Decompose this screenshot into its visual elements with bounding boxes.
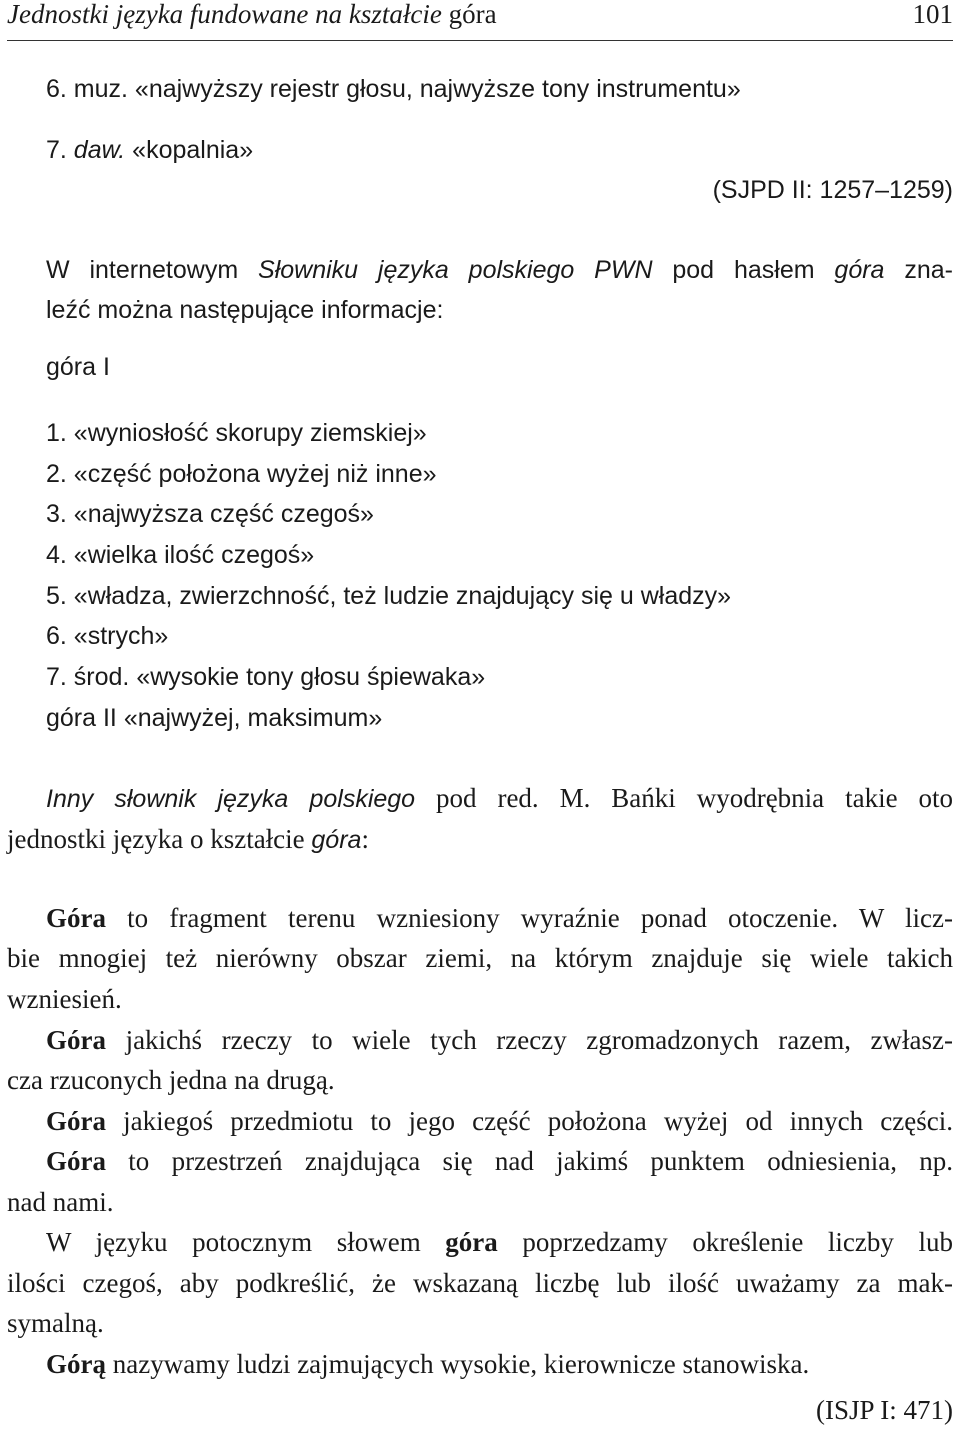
isjp-def-text: jakiegoś przedmiotu to jego część położona wyżej od innych części. bbox=[106, 1106, 953, 1136]
isjp-intro-text: : bbox=[361, 824, 369, 854]
sjpd-sense-6: 6. muz. «najwyższy rejestr głosu, najwyższe tony instrumentu» bbox=[46, 75, 741, 103]
isjp-def-text: jakichś rzeczy to wiele tych rzeczy zgromadzonych razem, zwłasz- bbox=[106, 1025, 953, 1055]
pwn-sense-2: 2. «część położona wyżej niż inne» bbox=[46, 460, 437, 488]
pwn-intro-line-1 bbox=[46, 250, 953, 291]
running-title-word: góra bbox=[448, 0, 497, 29]
isjp-def-2-line-2: cza rzuconych jedna na drugą. bbox=[7, 1065, 335, 1095]
isjp-def-text: poprzedzamy określenie liczby lub bbox=[497, 1227, 953, 1257]
sjpd-source: (SJPD II: 1257–1259) bbox=[712, 176, 953, 204]
isjp-headword: Góra bbox=[46, 1146, 106, 1176]
isjp-intro-word: góra bbox=[311, 826, 362, 854]
pwn-sense-4: 4. «wielka ilość czegoś» bbox=[46, 541, 315, 569]
isjp-source: (ISJP I: 471) bbox=[815, 1395, 953, 1425]
isjp-def-text: to przestrzeń znajdująca się nad jakimś punktem odniesienia, np. bbox=[106, 1146, 953, 1176]
pwn-intro-text: W internetowym bbox=[46, 256, 259, 284]
isjp-def-1-line-3: wzniesień. bbox=[7, 984, 122, 1014]
isjp-def-2-line-1 bbox=[46, 1020, 953, 1061]
pwn-dictionary-title: Słowniku języka polskiego PWN bbox=[258, 256, 653, 284]
page-number: 101 bbox=[912, 0, 953, 29]
isjp-headword: Góra bbox=[46, 1025, 106, 1055]
running-title bbox=[7, 0, 497, 35]
isjp-intro-line-2 bbox=[7, 819, 369, 861]
isjp-dictionary-title: Inny słownik języka polskiego bbox=[46, 785, 416, 813]
header-rule bbox=[7, 40, 953, 41]
pwn-intro-text: zna- bbox=[884, 256, 953, 284]
pwn-sense-7: 7. środ. «wysokie tony głosu śpiewaka» bbox=[46, 663, 486, 691]
isjp-def-3-line-1 bbox=[46, 1101, 953, 1142]
pwn-intro-text: pod hasłem bbox=[652, 256, 835, 284]
pwn-sense-1: 1. «wyniosłość skorupy ziemskiej» bbox=[46, 419, 427, 447]
pwn-sense-6: 6. «strych» bbox=[46, 622, 169, 650]
pwn-intro-line-2: leźć można następujące informacje: bbox=[46, 296, 444, 324]
isjp-headword: Górą bbox=[46, 1349, 106, 1379]
isjp-def-1-line-1 bbox=[46, 898, 953, 939]
pwn-headword-1: góra I bbox=[46, 353, 110, 381]
pwn-sense-3: 3. «najwyższa część czegoś» bbox=[46, 500, 374, 528]
isjp-headword: góra bbox=[445, 1227, 498, 1257]
isjp-def-text: W języku potocznym słowem bbox=[46, 1227, 446, 1257]
running-header bbox=[7, 0, 953, 34]
isjp-def-6-line-1 bbox=[46, 1344, 809, 1385]
sjpd-sense-7 bbox=[46, 130, 253, 171]
sjpd-sense-7-text: «kopalnia» bbox=[125, 136, 254, 164]
isjp-intro-text: pod red. M. Bańki wyodrębnia takie oto bbox=[415, 783, 953, 813]
running-title-text: Jednostki języka fundowane na kształcie bbox=[7, 0, 449, 29]
pwn-sense-5: 5. «władza, zwierzchność, też ludzie znajdujący się u władzy» bbox=[46, 582, 732, 610]
isjp-def-text: nazywamy ludzi zajmujących wysokie, kierownicze stanowiska. bbox=[106, 1349, 810, 1379]
isjp-intro-text: jednostki języka o kształcie bbox=[7, 824, 312, 854]
isjp-intro-line-1 bbox=[46, 778, 953, 820]
isjp-def-4-line-2: nad nami. bbox=[7, 1187, 114, 1217]
isjp-def-text: to fragment terenu wzniesiony wyraźnie ponad otoczenie. W licz- bbox=[106, 903, 953, 933]
isjp-def-4-line-1 bbox=[46, 1141, 953, 1182]
isjp-def-1-line-2: bie mnogiej też nierówny obszar ziemi, na którym znajduje się wiele takich bbox=[7, 943, 953, 973]
isjp-headword: Góra bbox=[46, 903, 106, 933]
isjp-headword: Góra bbox=[46, 1106, 106, 1136]
sjpd-sense-7-qualifier: daw. bbox=[73, 136, 126, 164]
isjp-def-5-line-3: symalną. bbox=[7, 1308, 104, 1338]
sjpd-sense-7-num: 7. bbox=[46, 136, 74, 164]
isjp-def-5-line-2: ilości czegoś, aby podkreślić, że wskazaną liczbę lub ilość uważamy za mak- bbox=[7, 1268, 953, 1298]
pwn-intro-word: góra bbox=[834, 256, 885, 284]
pwn-headword-2: góra II «najwyżej, maksimum» bbox=[46, 704, 383, 732]
isjp-def-5-line-1 bbox=[46, 1222, 953, 1263]
